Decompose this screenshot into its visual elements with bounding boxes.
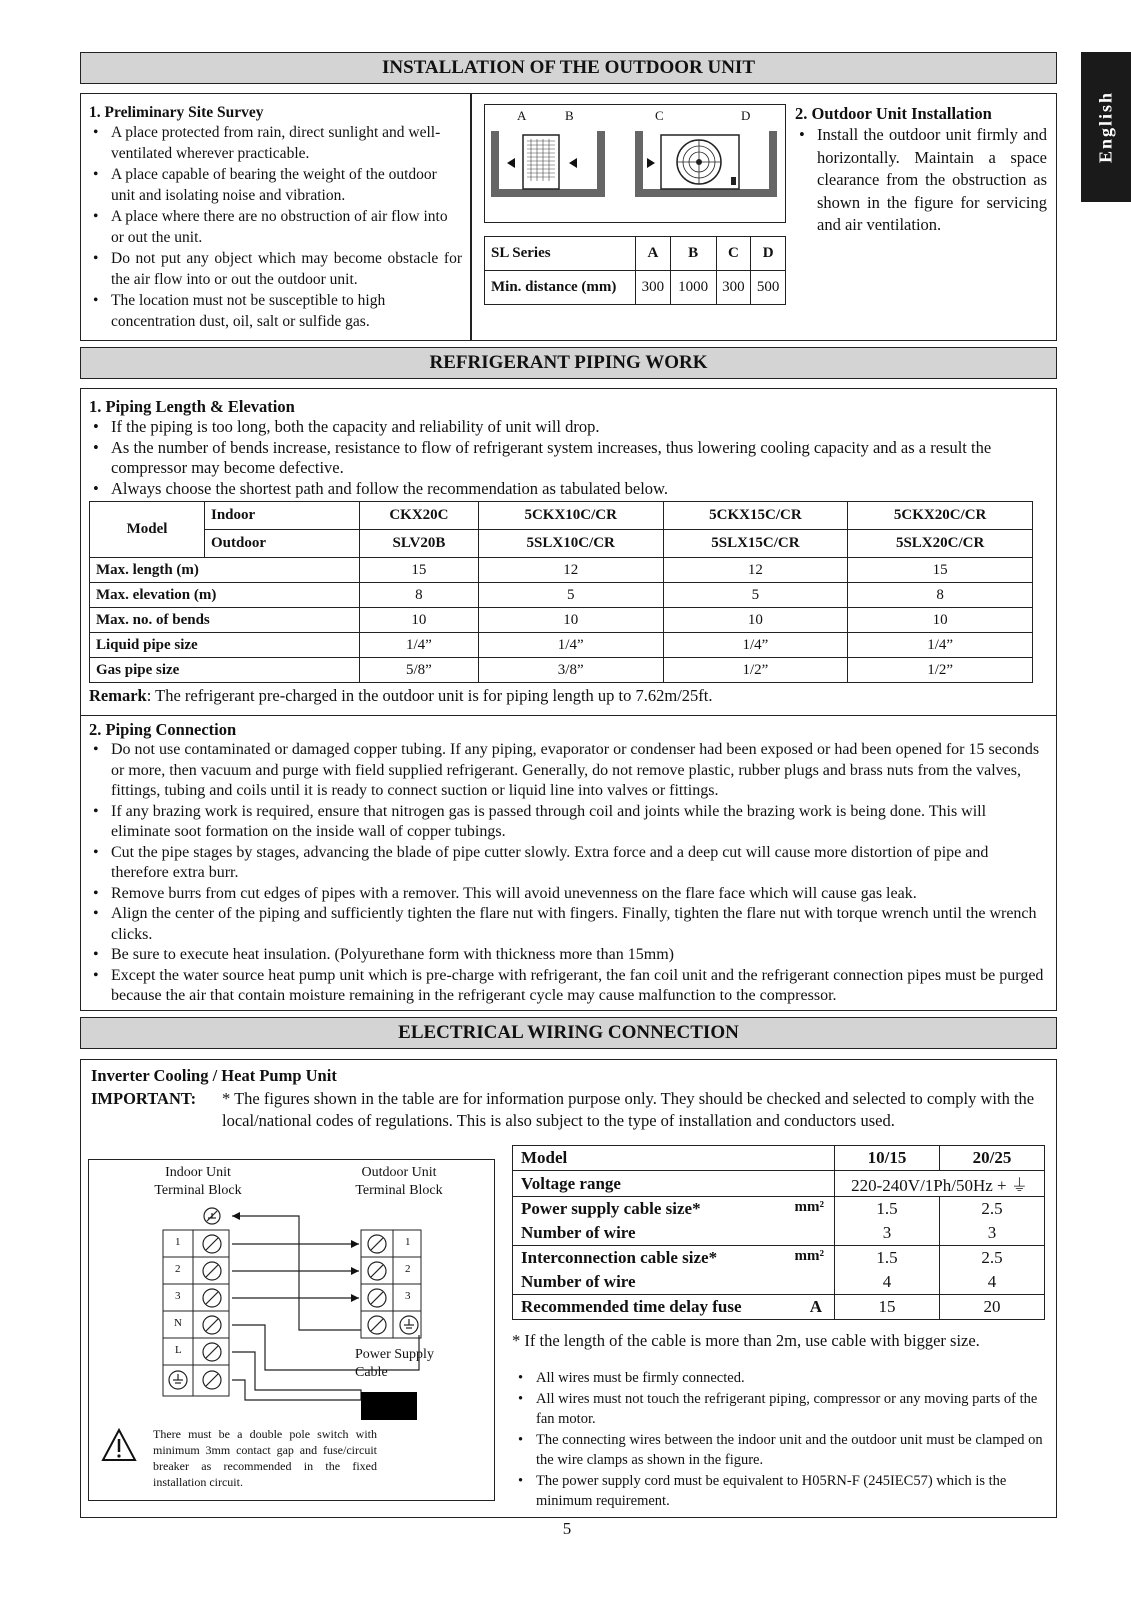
list-item: • Do not put any object which may become obstacle for the air flow into or out the outdoor unit. xyxy=(89,248,462,290)
table-cell: 220-240V/1Ph/50Hz + ⏚ xyxy=(835,1171,1045,1197)
table-cell: 1.5 xyxy=(835,1246,940,1271)
table-row xyxy=(513,1246,1045,1271)
power-cable-size-label: Power supply cable size* xyxy=(521,1199,701,1218)
piping-remark xyxy=(89,685,1049,706)
site-survey-heading: 1. Preliminary Site Survey xyxy=(89,104,264,121)
list-item: • The connecting wires between the indoor unit and the outdoor unit must be clamped on the wire clamps as shown in the figure. xyxy=(514,1430,1050,1471)
table-header: Indoor xyxy=(205,502,360,530)
table-cell: 2.5 xyxy=(940,1197,1045,1222)
table-row xyxy=(90,658,1033,683)
table-cell: 1/4” xyxy=(478,633,663,658)
piping-table xyxy=(89,501,1033,683)
table-cell: 1/2” xyxy=(848,658,1033,683)
table-row xyxy=(90,558,1033,583)
list-item: • Remove burrs from cut edges of pipes with a remover. This will avoid unevenness on the flare face which will cause gas leak. xyxy=(89,884,1049,905)
unit-mm2: mm² xyxy=(794,1199,824,1215)
page-number: 5 xyxy=(562,1519,572,1538)
outdoor-installation-heading: 2. Outdoor Unit Installation xyxy=(795,104,992,123)
table-header: 10/15 xyxy=(835,1146,940,1171)
list-item: • The location must not be susceptible to high concentration dust, oil, salt or sulfide gas. xyxy=(89,290,462,332)
remark-label: Remark xyxy=(89,686,147,705)
table-header: SL Series xyxy=(485,237,636,271)
table-cell: 1/4” xyxy=(848,633,1033,658)
list-item: • Be sure to execute heat insulation. (Polyurethane form with thickness more than 15mm) xyxy=(89,945,1049,966)
outdoor-terminal-1: 1 xyxy=(405,1236,411,1248)
table-cell: 4 xyxy=(835,1270,940,1295)
table-cell: 1/4” xyxy=(663,633,848,658)
table-cell: 12 xyxy=(478,558,663,583)
table-header: Outdoor xyxy=(205,530,360,558)
row-label: Number of wire xyxy=(513,1270,835,1295)
table-header: A xyxy=(636,237,671,271)
table-cell: 10 xyxy=(360,608,479,633)
indoor-terminal-l: L xyxy=(175,1344,182,1356)
table-cell: 5 xyxy=(663,583,848,608)
table-cell: 5/8” xyxy=(360,658,479,683)
wiring-diagram xyxy=(88,1159,495,1501)
table-row xyxy=(90,608,1033,633)
row-label: Max. elevation (m) xyxy=(90,583,360,608)
table-header: 20/25 xyxy=(940,1146,1045,1171)
important-note xyxy=(91,1088,1041,1133)
table-header: 5SLX15C/CR xyxy=(663,530,848,558)
table-cell: 3/8” xyxy=(478,658,663,683)
table-row xyxy=(513,1171,1045,1197)
table-cell: 15 xyxy=(848,558,1033,583)
table-header: C xyxy=(716,237,751,271)
important-label: IMPORTANT: xyxy=(91,1088,197,1108)
row-label: Liquid pipe size xyxy=(90,633,360,658)
table-cell: 10 xyxy=(478,608,663,633)
table-header: D xyxy=(751,237,786,271)
piping-connection-heading: 2. Piping Connection xyxy=(89,720,237,739)
warning-text: There must be a double pole switch with minimum 3mm contact gap and fuse/circuit breaker as recommended in the fixed installation circuit. xyxy=(153,1427,377,1489)
table-cell: 300 xyxy=(716,271,751,305)
table-cell: 15 xyxy=(835,1295,940,1320)
indoor-block-label xyxy=(143,1164,253,1200)
table-cell: 1/4” xyxy=(360,633,479,658)
figure-label-c: C xyxy=(655,108,664,123)
clearance-figure xyxy=(484,104,786,223)
table-row xyxy=(90,583,1033,608)
table-cell: 4 xyxy=(940,1270,1045,1295)
table-header: Model xyxy=(90,502,205,558)
row-label xyxy=(513,1295,835,1320)
outdoor-terminal-3: 3 xyxy=(405,1290,411,1302)
site-survey-block xyxy=(89,104,462,332)
remark-text: : The refrigerant pre-charged in the outdoor unit is for piping length up to 7.62m/25ft. xyxy=(146,686,713,705)
list-item: • If any brazing work is required, ensure that nitrogen gas is passed through coil and joints while the brazing work is being done. This will eliminate soot formation on the inside wall of copper tubings. xyxy=(89,802,1049,843)
table-header: 5SLX20C/CR xyxy=(848,530,1033,558)
list-item: • A place capable of bearing the weight of the outdoor unit and isolating noise and vibration. xyxy=(89,164,462,206)
list-item: • A place where there are no obstruction of air flow into or out the unit. xyxy=(89,206,462,248)
row-label xyxy=(513,1197,835,1222)
table-cell: 1000 xyxy=(670,271,716,305)
figure-label-d: D xyxy=(741,108,751,123)
list-item: • If the piping is too long, both the capacity and reliability of unit will drop. xyxy=(89,417,1049,438)
indoor-terminal-1: 1 xyxy=(175,1236,181,1248)
row-label: Max. no. of bends xyxy=(90,608,360,633)
indoor-terminal-label: Terminal Block xyxy=(154,1183,242,1198)
table-cell: 10 xyxy=(848,608,1033,633)
table-row xyxy=(513,1295,1045,1320)
table-header: CKX20C xyxy=(360,502,479,530)
clearance-diagram xyxy=(485,105,784,221)
table-row xyxy=(513,1197,1045,1222)
outdoor-terminal-2: 2 xyxy=(405,1263,411,1275)
piping-length-heading: 1. Piping Length & Elevation xyxy=(89,397,295,416)
table-cell: 3 xyxy=(940,1221,1045,1246)
electrical-table xyxy=(512,1145,1045,1320)
piping-connection-block xyxy=(89,720,1049,1007)
table-header: 5CKX10C/CR xyxy=(478,502,663,530)
electrical-subtitle: Inverter Cooling / Heat Pump Unit xyxy=(91,1066,337,1085)
section-title-piping: REFRIGERANT PIPING WORK xyxy=(80,347,1057,379)
list-item: • Cut the pipe stages by stages, advancing the blade of pipe cutter slowly. Extra force and a deep cut will cause more distortion of pipe and therefore extra burr. xyxy=(89,843,1049,884)
clearance-table xyxy=(484,236,786,305)
indoor-terminal-n: N xyxy=(174,1317,182,1329)
outdoor-terminal-label: Terminal Block xyxy=(355,1183,443,1198)
table-header: 5CKX20C/CR xyxy=(848,502,1033,530)
row-label: Number of wire xyxy=(513,1221,835,1246)
figure-label-a: A xyxy=(517,108,527,123)
table-cell: 3 xyxy=(835,1221,940,1246)
cable-note: * If the length of the cable is more than 2m, use cable with bigger size. xyxy=(512,1331,980,1350)
table-cell: 8 xyxy=(848,583,1033,608)
row-label: Voltage range xyxy=(513,1171,835,1197)
outdoor-unit-label: Outdoor Unit xyxy=(361,1165,437,1180)
indoor-terminal-2: 2 xyxy=(175,1263,181,1275)
table-row xyxy=(513,1270,1045,1295)
row-label xyxy=(513,1246,835,1271)
figure-label-b: B xyxy=(565,108,574,123)
row-label: Gas pipe size xyxy=(90,658,360,683)
interconnection-cable-size-label: Interconnection cable size* xyxy=(521,1248,718,1267)
table-cell: 2.5 xyxy=(940,1246,1045,1271)
power-label-line-1: Power Supply xyxy=(355,1347,434,1362)
table-header: B xyxy=(670,237,716,271)
list-item: • The power supply cord must be equivalent to H05RN-F (245IEC57) which is the minimum requirement. xyxy=(514,1471,1050,1512)
list-item: • All wires must not touch the refrigerant piping, compressor or any moving parts of the fan motor. xyxy=(514,1389,1050,1430)
table-cell: Min. distance (mm) xyxy=(485,271,636,305)
unit-amp: A xyxy=(809,1297,822,1316)
important-text: * The figures shown in the table are for information purpose only. They should be checked and selected to comply with the local/national codes of regulations. This is also subject to the type of installation and conductors used. xyxy=(222,1088,1035,1130)
language-tab-label: English xyxy=(1095,90,1116,164)
table-header: 5SLX10C/CR xyxy=(478,530,663,558)
table-header: Model xyxy=(513,1146,835,1171)
piping-length-block xyxy=(89,397,1049,499)
table-cell: 1.5 xyxy=(835,1197,940,1222)
section-title-electrical: ELECTRICAL WIRING CONNECTION xyxy=(80,1017,1057,1049)
indoor-unit-label: Indoor Unit xyxy=(165,1165,231,1180)
language-tab xyxy=(1081,52,1131,202)
table-cell: 1/2” xyxy=(663,658,848,683)
table-cell: 8 xyxy=(360,583,479,608)
table-cell: 300 xyxy=(636,271,671,305)
outdoor-block-label xyxy=(339,1164,459,1200)
table-cell: 500 xyxy=(751,271,786,305)
indoor-terminal-3: 3 xyxy=(175,1290,181,1302)
row-label: Max. length (m) xyxy=(90,558,360,583)
list-item: • Do not use contaminated or damaged copper tubing. If any piping, evaporator or condenser had been exposed or had been opened for 15 seconds or more, then vacuum and purge with field supplied refrigerant. Generally, do not remove plastic, rubber plugs and brass nuts from the valves, fittings, tubing and coils until it is ready to connect suction or liquid line into valves or fittings. xyxy=(89,740,1049,802)
list-item: • A place protected from rain, direct sunlight and well-ventilated wherever practicable. xyxy=(89,122,462,164)
table-cell: 15 xyxy=(360,558,479,583)
unit-mm2: mm² xyxy=(794,1248,824,1264)
table-cell: 10 xyxy=(663,608,848,633)
list-item: • As the number of bends increase, resistance to flow of refrigerant system increases, thus lowering cooling capacity and as a result the compressor may become defective. xyxy=(89,438,1049,479)
table-cell: 5 xyxy=(478,583,663,608)
table-row xyxy=(513,1221,1045,1246)
table-header: 5CKX15C/CR xyxy=(663,502,848,530)
table-cell: 12 xyxy=(663,558,848,583)
list-item: • All wires must be firmly connected. xyxy=(514,1368,1050,1389)
power-cable-label xyxy=(355,1346,434,1382)
wiring-notes xyxy=(514,1368,1050,1512)
table-header: SLV20B xyxy=(360,530,479,558)
list-item: • Align the center of the piping and sufficiently tighten the flare nut with fingers. Finally, tighten the flare nut with torque wrench until the wrench clicks. xyxy=(89,904,1049,945)
table-cell: 20 xyxy=(940,1295,1045,1320)
electrical-intro xyxy=(91,1065,1041,1133)
fuse-label: Recommended time delay fuse xyxy=(521,1297,742,1316)
list-item: • Always choose the shortest path and follow the recommendation as tabulated below. xyxy=(89,479,1049,500)
power-label-line-2: Cable xyxy=(355,1365,388,1380)
section-title-outdoor-unit: INSTALLATION OF THE OUTDOOR UNIT xyxy=(80,52,1057,84)
panel-divider xyxy=(470,93,472,341)
outdoor-installation-block xyxy=(795,104,1047,237)
list-item: • Except the water source heat pump unit which is pre-charge with refrigerant, the fan coil unit and the refrigerant connection pipes must be purged because the air that contain moisture remaining in the refrigerant cycle may cause malfunction to the compressor. xyxy=(89,966,1049,1007)
table-row xyxy=(90,633,1033,658)
list-item: • Install the outdoor unit firmly and horizontally. Maintain a space clearance from the obstruction as shown in the figure for servicing and air ventilation. xyxy=(795,124,1047,237)
